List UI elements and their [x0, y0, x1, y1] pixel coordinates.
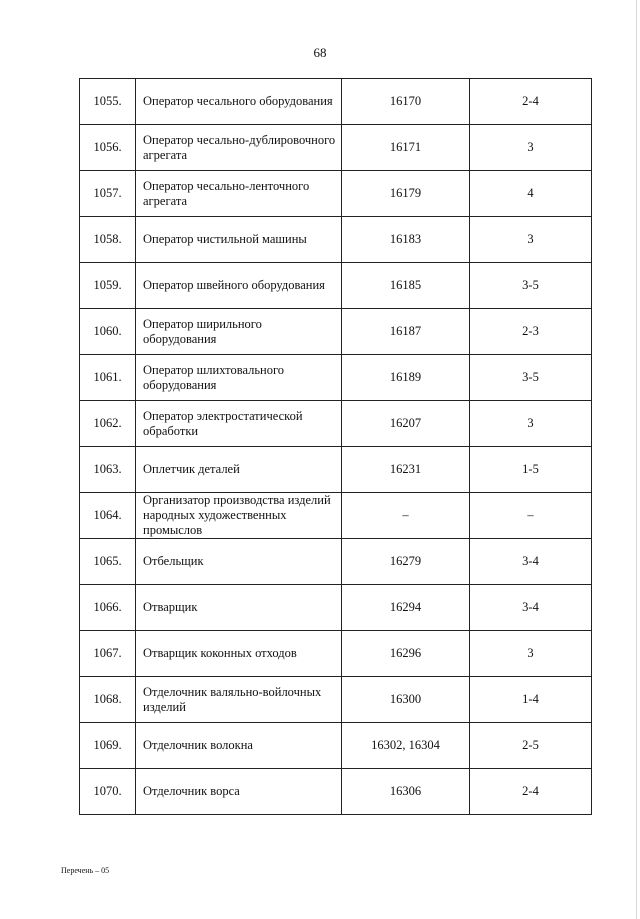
- table-row: [80, 585, 592, 631]
- grade-range-cell: 2-3: [470, 309, 592, 355]
- grade-range-cell: 1-5: [470, 447, 592, 493]
- table-row: [80, 309, 592, 355]
- row-number-cell: 1063.: [80, 447, 136, 493]
- profession-code-cell: 16207: [342, 401, 470, 447]
- grade-range-cell: 3-5: [470, 355, 592, 401]
- profession-name-cell: Отделочник ворса: [136, 769, 342, 815]
- row-number-cell: 1057.: [80, 171, 136, 217]
- row-number-cell: 1055.: [80, 79, 136, 125]
- table-row: [80, 447, 592, 493]
- profession-name-cell: Оператор чесально-ленточного агрегата: [136, 171, 342, 217]
- profession-name-cell: Оператор чесального оборудования: [136, 79, 342, 125]
- profession-code-cell: 16187: [342, 309, 470, 355]
- grade-range-cell: 3: [470, 401, 592, 447]
- table-row: [80, 79, 592, 125]
- row-number-cell: 1061.: [80, 355, 136, 401]
- row-number-cell: 1064.: [80, 493, 136, 539]
- table-row: [80, 171, 592, 217]
- table-row: [80, 631, 592, 677]
- page-number: 68: [313, 45, 327, 60]
- profession-name-cell: Отделочник волокна: [136, 723, 342, 769]
- profession-code-cell: 16170: [342, 79, 470, 125]
- row-number-cell: 1056.: [80, 125, 136, 171]
- profession-name-cell: Оператор чистильной машины: [136, 217, 342, 263]
- table-row: [80, 263, 592, 309]
- profession-code-cell: 16171: [342, 125, 470, 171]
- grade-range-cell: 4: [470, 171, 592, 217]
- row-number-cell: 1066.: [80, 585, 136, 631]
- table-row: [80, 355, 592, 401]
- row-number-cell: 1069.: [80, 723, 136, 769]
- table-row: [80, 723, 592, 769]
- grade-range-cell: –: [470, 493, 592, 539]
- profession-name-cell: Оператор чесально-дублировочного агрегата: [136, 125, 342, 171]
- grade-range-cell: 3: [470, 631, 592, 677]
- grade-range-cell: 2-5: [470, 723, 592, 769]
- profession-code-cell: 16185: [342, 263, 470, 309]
- footer-label: Перечень – 05: [61, 866, 110, 875]
- profession-code-cell: 16300: [342, 677, 470, 723]
- profession-code-cell: 16306: [342, 769, 470, 815]
- grade-range-cell: 3: [470, 125, 592, 171]
- table-row: [80, 493, 592, 539]
- row-number-cell: 1062.: [80, 401, 136, 447]
- profession-name-cell: Отварщик: [136, 585, 342, 631]
- profession-code-cell: 16179: [342, 171, 470, 217]
- profession-name-cell: Оператор электростатической обработки: [136, 401, 342, 447]
- row-number-cell: 1067.: [80, 631, 136, 677]
- row-number-cell: 1068.: [80, 677, 136, 723]
- table-row: [80, 401, 592, 447]
- table-row: [80, 677, 592, 723]
- table-row: [80, 217, 592, 263]
- page-edge-line: [636, 0, 637, 919]
- row-number-cell: 1058.: [80, 217, 136, 263]
- profession-code-cell: 16279: [342, 539, 470, 585]
- grade-range-cell: 3-4: [470, 585, 592, 631]
- profession-name-cell: Оплетчик деталей: [136, 447, 342, 493]
- grade-range-cell: 3-5: [470, 263, 592, 309]
- profession-code-cell: 16296: [342, 631, 470, 677]
- profession-code-cell: 16183: [342, 217, 470, 263]
- profession-code-cell: 16294: [342, 585, 470, 631]
- profession-name-cell: Отварщик коконных отходов: [136, 631, 342, 677]
- profession-code-cell: 16302, 16304: [342, 723, 470, 769]
- table-row: [80, 539, 592, 585]
- grade-range-cell: 2-4: [470, 769, 592, 815]
- profession-code-cell: 16189: [342, 355, 470, 401]
- profession-table: [79, 78, 592, 815]
- grade-range-cell: 1-4: [470, 677, 592, 723]
- grade-range-cell: 3-4: [470, 539, 592, 585]
- profession-name-cell: Оператор шлихтовального оборудования: [136, 355, 342, 401]
- table-row: [80, 769, 592, 815]
- row-number-cell: 1059.: [80, 263, 136, 309]
- row-number-cell: 1065.: [80, 539, 136, 585]
- profession-name-cell: Отделочник валяльно-войлочных изделий: [136, 677, 342, 723]
- profession-code-cell: 16231: [342, 447, 470, 493]
- profession-code-cell: –: [342, 493, 470, 539]
- row-number-cell: 1070.: [80, 769, 136, 815]
- profession-name-cell: Оператор швейного оборудования: [136, 263, 342, 309]
- profession-name-cell: Отбельщик: [136, 539, 342, 585]
- grade-range-cell: 3: [470, 217, 592, 263]
- row-number-cell: 1060.: [80, 309, 136, 355]
- profession-table-body: [80, 79, 592, 815]
- table-row: [80, 125, 592, 171]
- grade-range-cell: 2-4: [470, 79, 592, 125]
- profession-name-cell: Организатор производства изделий народных художественных промыслов: [136, 493, 342, 539]
- profession-name-cell: Оператор ширильного оборудования: [136, 309, 342, 355]
